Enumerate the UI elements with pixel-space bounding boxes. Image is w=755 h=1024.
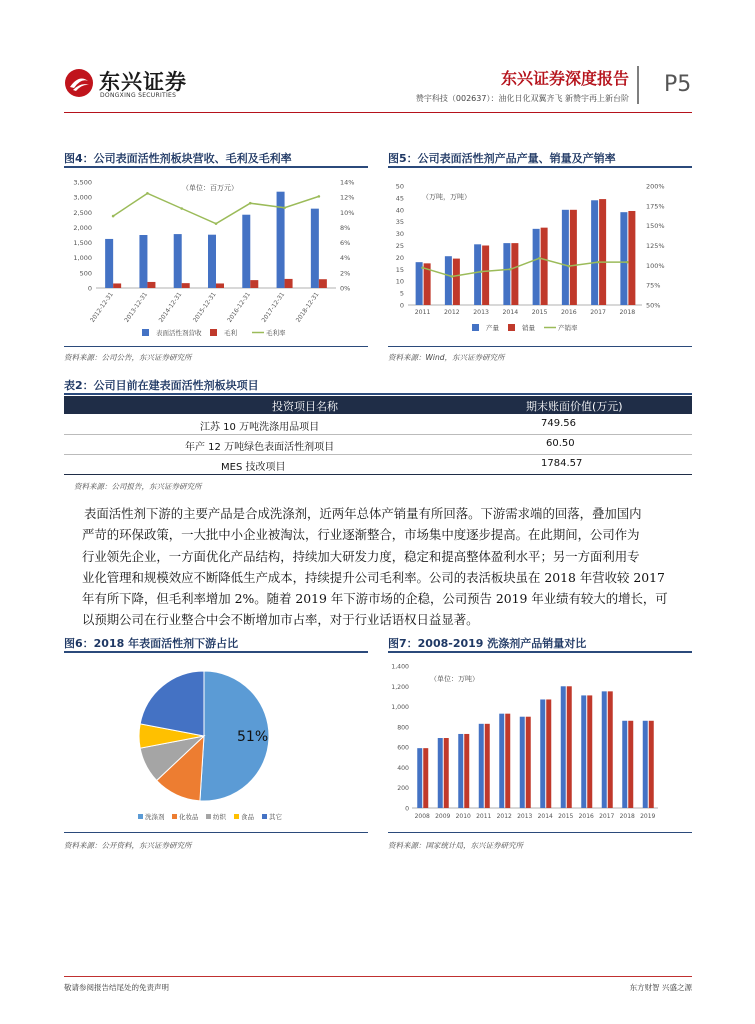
fig6-chart — [64, 656, 368, 830]
legend-swatch — [206, 814, 211, 819]
x-tick-label: 2014-12-31 — [157, 291, 184, 324]
bar — [438, 738, 443, 808]
y2-tick-label: 125% — [646, 242, 665, 250]
logo-name: 东兴证券 — [99, 70, 187, 94]
legend-swatch — [210, 329, 217, 336]
x-tick-label: 2013 — [473, 309, 489, 316]
x-tick-label: 2014 — [537, 813, 553, 820]
legend-label: 纺织 — [213, 813, 226, 821]
footer-disclaimer: 敬请参阅报告结尾处的免责声明 — [64, 983, 169, 992]
y-tick-label: 0 — [399, 301, 404, 310]
logo-subname: DONGXING SECURITIES — [100, 92, 177, 99]
x-tick-label: 2015 — [531, 309, 548, 316]
body-paragraph — [84, 503, 694, 631]
legend-label: 表面活性剂营收 — [156, 329, 202, 337]
fig7-title: 图7：2008-2019 洗涤剂产品销量对比 — [388, 637, 587, 650]
bar — [520, 717, 525, 808]
y2-tick-label: 200% — [646, 182, 665, 191]
bar — [444, 738, 449, 808]
fig6-title: 图6：2018 年表面活性剂下游占比 — [64, 637, 239, 650]
bar — [485, 724, 490, 808]
x-tick-label: 2018 — [619, 309, 636, 316]
bar — [216, 283, 224, 288]
bar — [250, 280, 258, 288]
y-tick-label: 40 — [395, 206, 404, 215]
y2-tick-label: 50% — [646, 301, 661, 310]
line-point — [538, 257, 541, 260]
x-tick-label: 2012 — [496, 813, 512, 820]
line-point — [626, 261, 629, 264]
x-tick-label: 2012-12-31 — [89, 291, 115, 324]
y-tick-label: 25 — [395, 242, 404, 250]
y2-tick-label: 0% — [340, 284, 351, 293]
bar — [533, 229, 540, 305]
x-tick-label: 2016 — [561, 309, 577, 316]
y-tick-label: 3,000 — [73, 193, 92, 202]
bar — [591, 200, 598, 305]
chart-annotation: （万吨，万吨） — [422, 193, 471, 201]
chart-annotation: （单位：万吨） — [430, 675, 479, 683]
header-rule — [64, 112, 692, 113]
bar — [602, 691, 607, 808]
bar — [561, 686, 566, 808]
bar — [581, 695, 586, 808]
legend-swatch — [508, 324, 515, 331]
bar — [643, 721, 648, 808]
y-tick-label: 1,200 — [391, 683, 409, 691]
bar — [622, 721, 627, 808]
legend-swatch — [472, 324, 479, 331]
report-title: 东兴证券深度报告 — [500, 69, 629, 88]
x-tick-label: 2018-12-31 — [294, 291, 321, 324]
y-tick-label: 2,000 — [73, 223, 92, 232]
series-line — [113, 193, 319, 223]
bar — [562, 210, 569, 305]
y2-tick-label: 75% — [646, 281, 661, 290]
y-tick-label: 500 — [79, 269, 92, 278]
x-tick-label: 2016 — [578, 813, 594, 820]
legend-label: 化妆品 — [179, 813, 199, 821]
x-tick-label: 2012 — [444, 309, 460, 316]
x-tick-label: 2010 — [455, 813, 471, 820]
y2-tick-label: 4% — [340, 254, 351, 263]
fig7-source: 资料来源：国家统计局，东兴证券研究所 — [388, 841, 523, 850]
y-tick-label: 0 — [87, 284, 92, 293]
table2-header-value: 期末账面价值(万元) — [526, 400, 623, 413]
fig4-title: 图4：公司表面活性剂板块营收、毛利及毛利率 — [64, 152, 292, 165]
table2-row — [64, 414, 692, 435]
bar — [474, 244, 481, 305]
x-tick-label: 2016-12-31 — [226, 291, 252, 324]
y2-tick-label: 2% — [340, 269, 351, 278]
bar — [541, 228, 548, 305]
y-tick-label: 35 — [395, 218, 404, 227]
legend-label: 毛利率 — [266, 329, 286, 337]
y2-tick-label: 100% — [646, 261, 665, 270]
table2-cell-value: 1784.57 — [541, 458, 583, 469]
footer-slogan: 东方财智 兴盛之源 — [629, 983, 692, 992]
header-divider — [637, 66, 639, 104]
legend-swatch — [172, 814, 177, 819]
y-tick-label: 10 — [395, 277, 404, 286]
bar — [567, 686, 572, 808]
y-tick-label: 45 — [395, 194, 404, 203]
bar — [628, 211, 635, 305]
bar — [546, 699, 551, 808]
bar — [139, 235, 147, 288]
bar — [285, 279, 293, 288]
y2-tick-label: 14% — [340, 178, 355, 187]
table2-cell-value: 749.56 — [541, 418, 576, 429]
table2-row — [64, 435, 692, 455]
fig6-bottom-rule — [64, 832, 368, 833]
legend-swatch — [142, 329, 149, 336]
bar — [503, 243, 510, 305]
fig5-chart — [388, 170, 692, 348]
x-tick-label: 2017-12-31 — [260, 291, 287, 324]
x-tick-label: 2013-12-31 — [123, 291, 150, 324]
bar — [208, 235, 216, 288]
table2-cell-project: 年产 12 万吨绿色表面活性剂项目 — [185, 442, 335, 453]
fig7-bottom-rule — [388, 832, 692, 833]
table2-header-project: 投资项目名称 — [272, 400, 338, 413]
bar — [511, 243, 518, 305]
x-tick-label: 2014 — [502, 309, 519, 316]
y2-tick-label: 12% — [340, 193, 355, 202]
body-line: 行业领先企业，一方面优化产品结构，持续加大研发力度，稳定和提高整体盈利水平；另一方面利用专 — [82, 548, 640, 564]
y-tick-label: 15 — [395, 265, 404, 274]
bar — [105, 239, 113, 288]
y2-tick-label: 8% — [340, 223, 351, 232]
line-point — [112, 215, 115, 218]
legend-label: 毛利 — [224, 329, 237, 337]
bar — [505, 714, 510, 808]
table2-header — [64, 396, 692, 414]
line-point — [249, 202, 252, 205]
bar — [445, 256, 452, 305]
bar — [453, 259, 460, 305]
bar — [499, 714, 504, 808]
y-tick-label: 400 — [397, 764, 409, 772]
table2-title: 表2：公司目前在建表面活性剂板块项目 — [64, 379, 259, 392]
footer-rule — [64, 976, 692, 977]
bar — [147, 282, 155, 288]
line-point — [451, 275, 454, 278]
table2-source: 资料来源：公司报告，东兴证券研究所 — [74, 482, 202, 491]
bar — [608, 691, 613, 808]
y-tick-label: 1,000 — [391, 704, 409, 712]
x-tick-label: 2017 — [599, 813, 615, 820]
legend-label: 产量 — [486, 324, 499, 332]
bar — [113, 283, 121, 288]
y-tick-label: 800 — [397, 724, 409, 732]
bar — [628, 721, 633, 808]
table2-cell-project: 江苏 10 万吨洗涤用品项目 — [200, 422, 320, 433]
chart-annotation: （单位：百万元） — [182, 184, 238, 192]
legend-label: 其它 — [269, 813, 282, 821]
fig5-title: 图5：公司表面活性剂产品产量、销量及产销率 — [388, 152, 616, 165]
line-point — [421, 266, 424, 269]
body-line: 严苛的环保政策，一大批中小企业被淘汰，行业逐渐整合，市场集中度逐步提高。在此期间，公司作为 — [82, 527, 640, 543]
logo-emblem-icon — [64, 68, 94, 98]
body-line: 业化管理和规模效应不断降低生产成本，持续提升公司毛利率。公司的表活板块虽在 2018 年营收较 2017 — [82, 569, 665, 585]
legend-swatch — [138, 814, 143, 819]
y-tick-label: 1,000 — [73, 254, 92, 263]
line-point — [283, 206, 286, 209]
line-point — [215, 222, 218, 225]
fig5-title-rule — [388, 166, 692, 168]
x-tick-label: 2008 — [414, 813, 430, 820]
fig4-chart — [64, 170, 368, 348]
fig6-title-rule — [64, 651, 368, 653]
report-subtitle: 赞宇科技（002637）：油化日化双翼齐飞 新赞宇再上新台阶 — [415, 94, 629, 103]
y-tick-label: 2,500 — [73, 208, 92, 217]
y2-tick-label: 10% — [340, 208, 355, 217]
y-tick-label: 20 — [395, 253, 404, 262]
bar — [416, 262, 423, 305]
x-tick-label: 2013 — [517, 813, 533, 820]
line-point — [480, 270, 483, 273]
y-tick-label: 0 — [405, 805, 409, 813]
body-line: 以预期公司在行业整合中会不断增加市占率，对于行业话语权日益显著。 — [82, 612, 479, 628]
table2-title-rule — [64, 393, 692, 395]
fig7-chart — [388, 656, 692, 830]
y-tick-label: 3,500 — [73, 178, 92, 187]
y-tick-label: 5 — [399, 289, 404, 298]
bar — [540, 699, 545, 808]
y2-tick-label: 6% — [340, 239, 351, 248]
fig4-bottom-rule — [64, 346, 368, 347]
bar — [242, 215, 250, 288]
fig5-source: 资料来源：Wind，东兴证券研究所 — [388, 353, 505, 362]
bar — [599, 199, 606, 305]
table2-cell-value: 60.50 — [546, 438, 575, 449]
bar — [311, 209, 319, 288]
x-tick-label: 2019 — [640, 813, 656, 820]
table2-row — [64, 455, 692, 475]
y-tick-label: 200 — [397, 785, 409, 793]
table2-cell-project: MES 技改项目 — [221, 462, 286, 473]
legend-label: 产销率 — [558, 324, 578, 332]
x-tick-label: 2011 — [414, 309, 431, 316]
x-tick-label: 2015 — [558, 813, 574, 820]
bar — [417, 748, 422, 808]
legend-label: 食品 — [241, 813, 254, 821]
line-point — [597, 261, 600, 264]
legend-label: 销量 — [522, 324, 535, 332]
y-tick-label: 50 — [395, 182, 404, 191]
line-point — [180, 207, 183, 210]
x-tick-label: 2017 — [590, 309, 606, 316]
legend-label: 洗涤剂 — [145, 813, 165, 821]
bar — [587, 695, 592, 808]
line-point — [146, 192, 149, 195]
bar — [479, 724, 484, 808]
fig7-title-rule — [388, 651, 692, 653]
bar — [620, 212, 627, 305]
legend-swatch — [262, 814, 267, 819]
body-line: 年有所下降，但毛利率增加 2%。随着 2019 年下游市场的企稳，公司预告 2019 年业绩有较大的增长，可 — [82, 591, 668, 607]
x-tick-label: 2015-12-31 — [191, 291, 218, 324]
fig6-source: 资料来源：公开资料，东兴证券研究所 — [64, 841, 192, 850]
page-number: P5 — [664, 72, 692, 97]
x-tick-label: 2009 — [435, 813, 451, 820]
y2-tick-label: 150% — [646, 222, 665, 231]
bar — [526, 717, 531, 808]
bar — [174, 234, 182, 288]
line-point — [509, 268, 512, 271]
bar — [464, 734, 469, 808]
body-line: 表面活性剂下游的主要产品是合成洗涤剂，近两年总体产销量有所回落。下游需求端的回落，叠加国内 — [84, 506, 642, 521]
fig5-bottom-rule — [388, 346, 692, 347]
y-tick-label: 600 — [397, 744, 409, 752]
bar — [649, 721, 654, 808]
fig4-source: 资料来源：公司公告，东兴证券研究所 — [64, 353, 192, 362]
bar — [570, 210, 577, 305]
bar — [182, 283, 190, 288]
y-tick-label: 1,400 — [391, 663, 409, 671]
fig4-title-rule — [64, 166, 368, 168]
y-tick-label: 1,500 — [73, 239, 92, 248]
bar — [482, 246, 489, 306]
legend-swatch — [234, 814, 239, 819]
y-tick-label: 30 — [395, 230, 404, 239]
x-tick-label: 2018 — [619, 813, 635, 820]
bar — [458, 734, 463, 808]
bar — [319, 279, 327, 288]
y2-tick-label: 175% — [646, 202, 665, 211]
bar — [423, 748, 428, 808]
pie-label: 51% — [237, 729, 269, 745]
x-tick-label: 2011 — [476, 813, 492, 820]
line-point — [318, 195, 321, 198]
line-point — [568, 265, 571, 268]
logo — [64, 66, 194, 102]
